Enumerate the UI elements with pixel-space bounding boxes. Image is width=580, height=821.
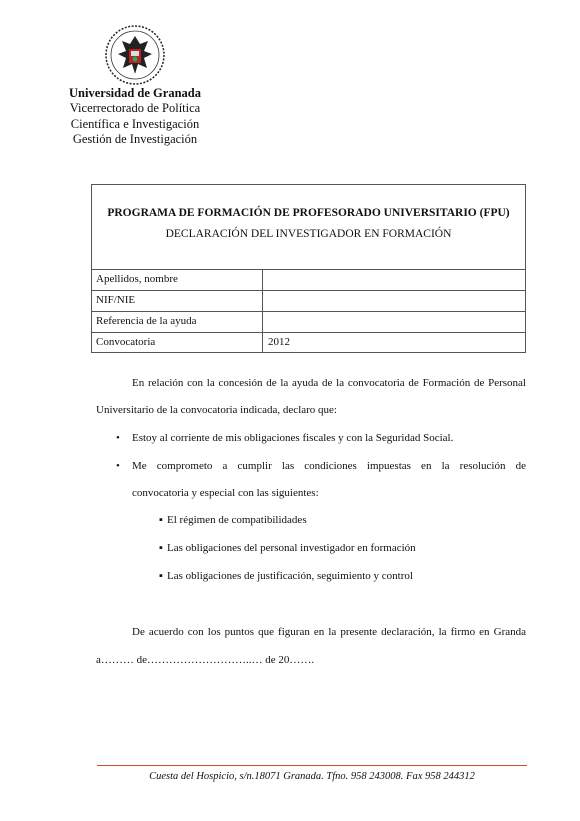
form-row-value[interactable]: 2012 bbox=[268, 336, 290, 348]
footer-address: Cuesta del Hospicio, s/n.18071 Granada. Tfno. 958 243008. Fax 958 244312 bbox=[149, 771, 475, 782]
sub-item-2: Las obligaciones del personal investigador en formación bbox=[167, 542, 416, 554]
form-subtitle: DECLARACIÓN DEL INVESTIGADOR EN FORMACIÓN bbox=[165, 228, 452, 240]
bullet-2-line-2: convocatoria y especial con las siguientes: bbox=[132, 487, 319, 499]
form-row-nif bbox=[92, 290, 525, 311]
footer-divider bbox=[97, 765, 527, 766]
office-line-3: Gestión de Investigación bbox=[72, 132, 198, 146]
bullet-1-text: Estoy al corriente de mis obligaciones fiscales y con la Seguridad Social. bbox=[132, 432, 454, 444]
bullet-icon: • bbox=[116, 432, 120, 444]
form-row-label: Convocatoria bbox=[96, 336, 156, 348]
square-bullet-icon: ▪ bbox=[159, 514, 163, 526]
declaration-form-box bbox=[91, 184, 526, 353]
bullet-icon: • bbox=[116, 460, 120, 472]
column-divider bbox=[262, 270, 263, 290]
square-bullet-icon: ▪ bbox=[159, 542, 163, 554]
form-title: PROGRAMA DE FORMACIÓN DE PROFESORADO UNIVERSITARIO (FPU) bbox=[107, 207, 510, 219]
sub-item-1: El régimen de compatibilidades bbox=[167, 514, 307, 526]
intro-line-1: En relación con la concesión de la ayuda de la convocatoria de Formación de Personal bbox=[132, 377, 526, 389]
university-seal-logo bbox=[104, 24, 166, 86]
column-divider bbox=[262, 312, 263, 332]
bullet-2-line-1: Me comprometo a cumplir las condiciones impuestas en la resolución de bbox=[132, 460, 526, 472]
office-line-2: Científica e Investigación bbox=[70, 117, 200, 131]
form-row-label: NIF/NIE bbox=[96, 294, 136, 306]
column-divider bbox=[262, 333, 263, 353]
form-row-convocatoria bbox=[92, 332, 525, 353]
square-bullet-icon: ▪ bbox=[159, 570, 163, 582]
closing-line-1: De acuerdo con los puntos que figuran en la presente declaración, la firmo en Granda bbox=[132, 626, 526, 638]
intro-line-2: Universitario de la convocatoria indicada, declaro que: bbox=[96, 404, 337, 416]
sub-item-3: Las obligaciones de justificación, seguimiento y control bbox=[167, 570, 413, 582]
form-row-name bbox=[92, 269, 525, 290]
form-row-label: Apellidos, nombre bbox=[96, 273, 178, 285]
column-divider bbox=[262, 291, 263, 311]
form-row-label: Referencia de la ayuda bbox=[96, 315, 197, 327]
closing-line-2: a……… de………………………..… de 20……. bbox=[96, 654, 315, 666]
university-name: Universidad de Granada bbox=[69, 86, 201, 100]
office-line-1: Vicerrectorado de Política bbox=[69, 101, 201, 115]
form-row-reference bbox=[92, 311, 525, 332]
